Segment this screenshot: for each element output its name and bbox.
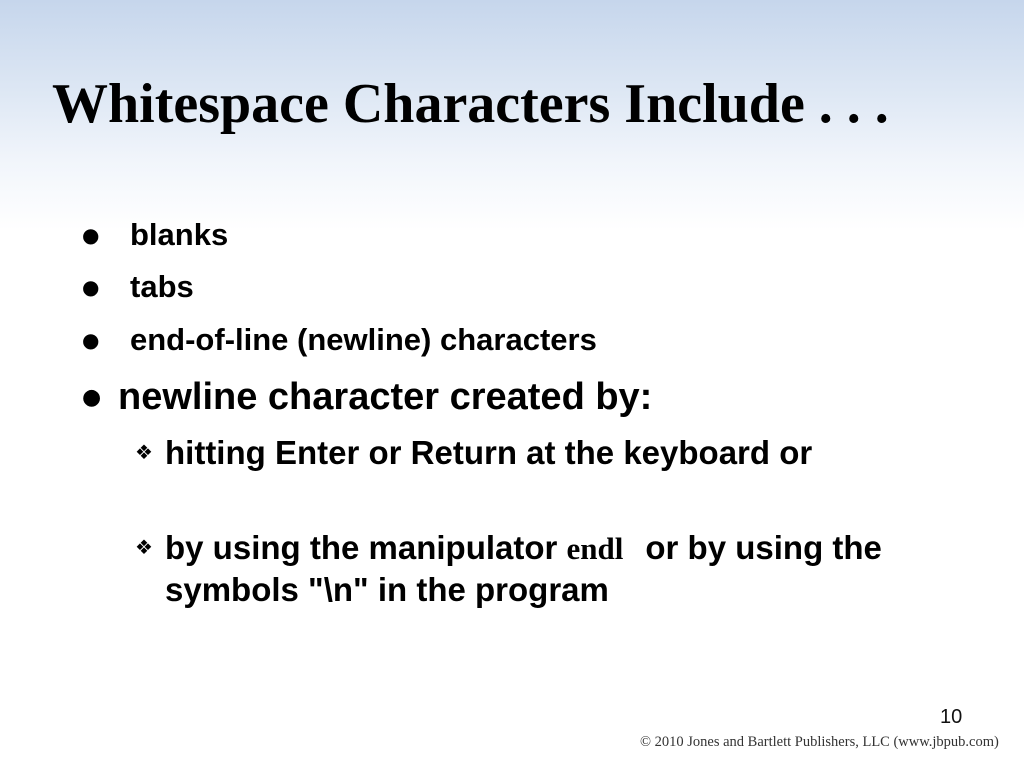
sub-bullet-text-before: by using the manipulator (165, 529, 558, 566)
slide-title: Whitespace Characters Include . . . (52, 73, 889, 135)
bullet-dot-icon: ● (82, 328, 100, 352)
code-endl: endl (566, 531, 624, 566)
bullet-dot-icon: ● (82, 385, 102, 410)
copyright-notice: © 2010 Jones and Bartlett Publishers, LLC (www.jbpub.com) (640, 734, 999, 750)
bullet-item-newline-created-by (82, 374, 652, 421)
bullet-text: newline character created by: (118, 376, 653, 418)
bullet-item-end-of-line (82, 320, 597, 360)
diamond-bullet-icon: ❖ (135, 535, 153, 559)
sub-bullet-text: hitting Enter or Return at the keyboard or (165, 434, 813, 471)
bullet-dot-icon: ● (82, 275, 100, 299)
sub-bullet-text (165, 527, 915, 610)
bullet-item-blanks (82, 215, 228, 255)
diamond-bullet-icon: ❖ (135, 440, 153, 464)
page-number: 10 (940, 706, 963, 728)
bullet-dot-icon: ● (82, 223, 100, 247)
bullet-text: tabs (130, 269, 194, 304)
sub-bullet-manipulator (135, 527, 915, 610)
sub-bullet-text-after: or by using the symbols "\n" in the program (165, 529, 882, 608)
bullet-item-tabs (82, 267, 194, 307)
bullet-text: blanks (130, 217, 229, 252)
sub-bullet-enter-return (135, 432, 915, 473)
bullet-text: end-of-line (newline) characters (130, 322, 597, 357)
